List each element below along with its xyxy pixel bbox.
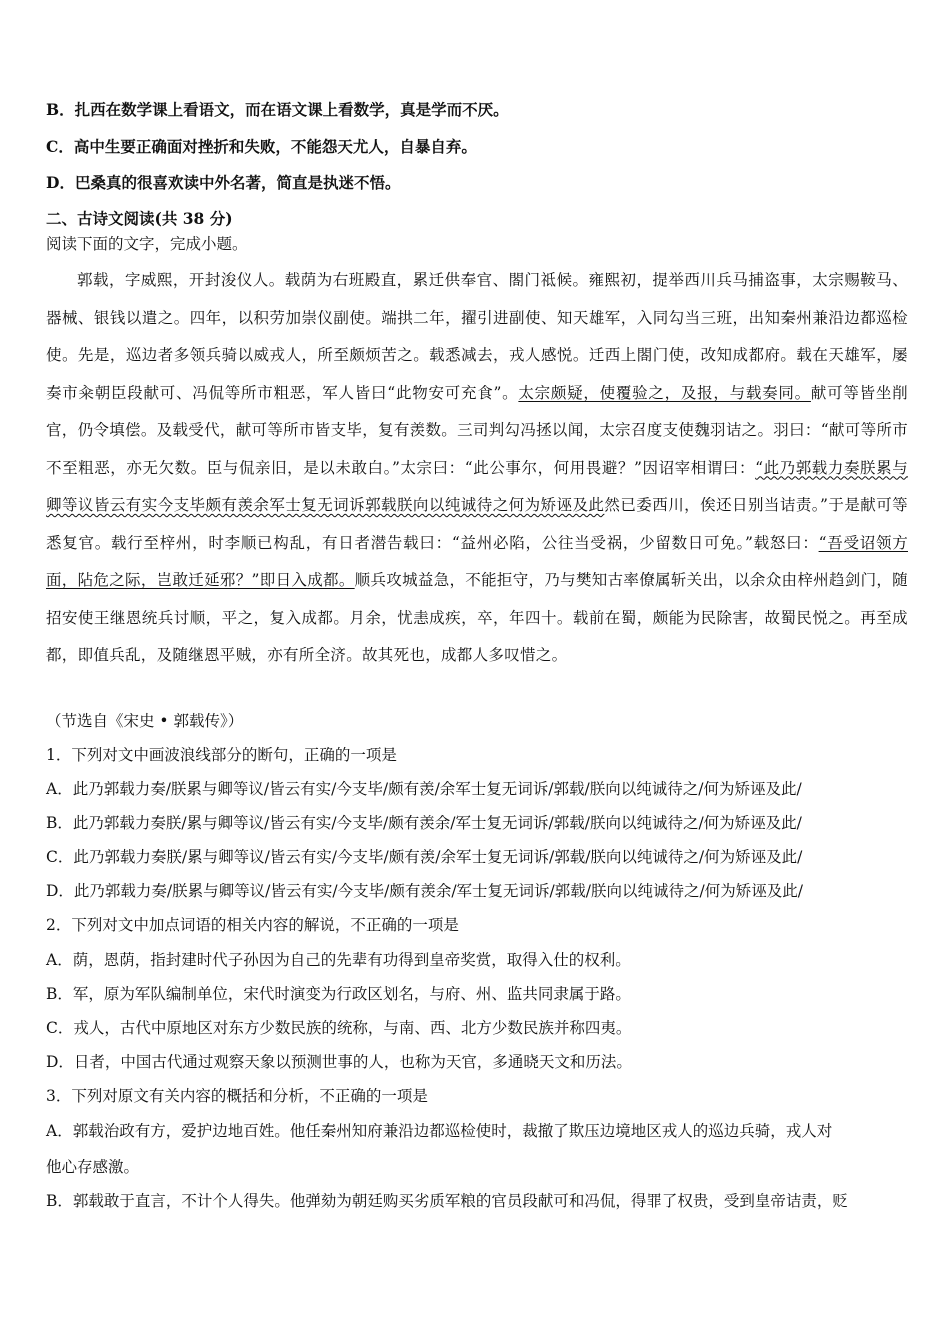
section-instruction: 阅读下面的文字，完成小题。 xyxy=(46,235,248,253)
q1-option-b: B．此乃郭载力奏朕/累与卿等议/皆云有实/今支毕/颇有羡余/军士复无词诉/郭载/朕向以纯诚待之/何为矫诬及此/ xyxy=(46,814,802,832)
passage-source: （节选自《宋史 • 郭载传》） xyxy=(46,712,244,730)
prev-option-d: D．巴桑真的很喜欢读中外名著，简直是执迷不悟。 xyxy=(46,173,401,192)
passage-underlined-2: “吾受诏领方面，阽危之际，岂敢迁延邪？”即日入成都。 xyxy=(46,533,908,589)
q1-option-d: D．此乃郭载力奏/朕累与卿等议/皆云有实/今支毕/颇有羡余/军士复无词诉/郭载/朕向以纯诚待之/何为矫诬及此/ xyxy=(46,882,803,900)
passage-text-1: 郭载，字威熙，开封浚仪人。载荫为右班殿直，累迁供奉官、閤门祗候。雍熙初，提举西川兵马捕盗事，太宗赐鞍马、器械、银钱以遣之。四年，以积劳加崇仪副使。端拱二年，擢引进副使、知天雄军，入同勾当三班，出知秦州兼沿边都巡检使。先是，巡边者多领兵骑以威戎人，所至颇烦苦之。载悉减去，戎人感悦。迁西上閤门使，改知成都府。载在天雄军，屡奏市籴朝臣段献可、冯侃等所市粗恶，军人皆曰“此物安可充食”。 xyxy=(46,271,908,402)
passage-text-2: 献可等皆坐削官，仍令填偿。及载受代，献可等所市皆支毕，复有羡数。三司判勾冯拯以闻，太宗召度支使魏羽诘之。羽曰：“献可等所市不至粗恶，亦无欠数。臣与侃亲旧，是以未敢白。”太宗曰：“此公事尔，何用畏避？”因诏宰相谓曰： xyxy=(46,383,908,477)
prev-option-b: B．扎西在数学课上看语文，而在语文课上看数学，真是学而不厌。 xyxy=(46,100,509,119)
q3-option-a-line2: 他心存感激。 xyxy=(46,1158,140,1176)
passage-text-3: 然已委西川，俟还日别当诘责。”于是献可等悉复官。载行至梓州，时李顺已构乱，有日者潜告载曰：“益州必陷，公往当受祸，少留数日可免。”载怒曰： xyxy=(46,496,908,552)
classical-passage xyxy=(46,262,908,675)
q3-stem: 3．下列对原文有关内容的概括和分析，不正确的一项是 xyxy=(46,1087,428,1105)
q3-option-b-line1: B．郭载敢于直言，不计个人得失。他弹劾为朝廷购买劣质军粮的官员段献可和冯侃，得罪了权贵，受到皇帝诘责，贬 xyxy=(46,1192,848,1210)
section-title: 二、古诗文阅读(共 38 分) xyxy=(46,209,233,228)
prev-option-c: C．高中生要正确面对挫折和失败，不能怨天尤人，自暴自弃。 xyxy=(46,137,477,156)
q2-option-c: C．戎人，古代中原地区对东方少数民族的统称，与南、西、北方少数民族并称四夷。 xyxy=(46,1019,632,1037)
passage-text-4: 顺兵攻城益急，不能拒守，乃与樊知古率僚属斩关出，以余众由梓州趋剑门，随招安使王继恩统兵讨顺，平之，复入成都。月余，忧恚成疾，卒，年四十。载前在蜀，颇能为民除害，故蜀民悦之。再至成都，即值兵乱，及随继恩平贼，亦有所全济。故其死也，成都人多叹惜之。 xyxy=(46,571,908,664)
q1-option-c: C．此乃郭载力奏朕/累与卿等议/皆云有实/今支毕/颇有羡/余军士复无词诉/郭载/朕向以纯诚待之/何为矫诬及此/ xyxy=(46,848,803,866)
q2-option-b: B．军，原为军队编制单位，宋代时演变为行政区划名，与府、州、监共同隶属于路。 xyxy=(46,985,631,1003)
q2-option-d: D．日者，中国古代通过观察天象以预测世事的人，也称为天官，多通晓天文和历法。 xyxy=(46,1053,632,1071)
q2-stem: 2．下列对文中加点词语的相关内容的解说，不正确的一项是 xyxy=(46,916,459,934)
q2-option-a: A．荫，恩荫，指封建时代子孙因为自己的先辈有功得到皇帝奖赏，取得入仕的权利。 xyxy=(46,951,631,969)
passage-underlined-1: 太宗颇疑，使覆验之，及报，与载奏同。 xyxy=(518,383,811,402)
q1-stem: 1．下列对文中画波浪线部分的断句，正确的一项是 xyxy=(46,746,397,764)
q3-option-a-line1: A．郭载治政有方，爱护边地百姓。他任秦州知府兼沿边都巡检使时，裁撤了欺压边境地区戎人的巡边兵骑，戎人对 xyxy=(46,1122,833,1140)
q1-option-a: A．此乃郭载力奏/朕累与卿等议/皆云有实/今支毕/颇有羡/余军士复无词诉/郭载/朕向以纯诚待之/何为矫诬及此/ xyxy=(46,780,802,798)
passage-wavy-segment: “此乃郭载力奏朕累与卿等议皆云有实今支毕颇有羡余军士复无词诉郭载朕向以纯诚待之何为矫诬及此 xyxy=(46,458,908,514)
